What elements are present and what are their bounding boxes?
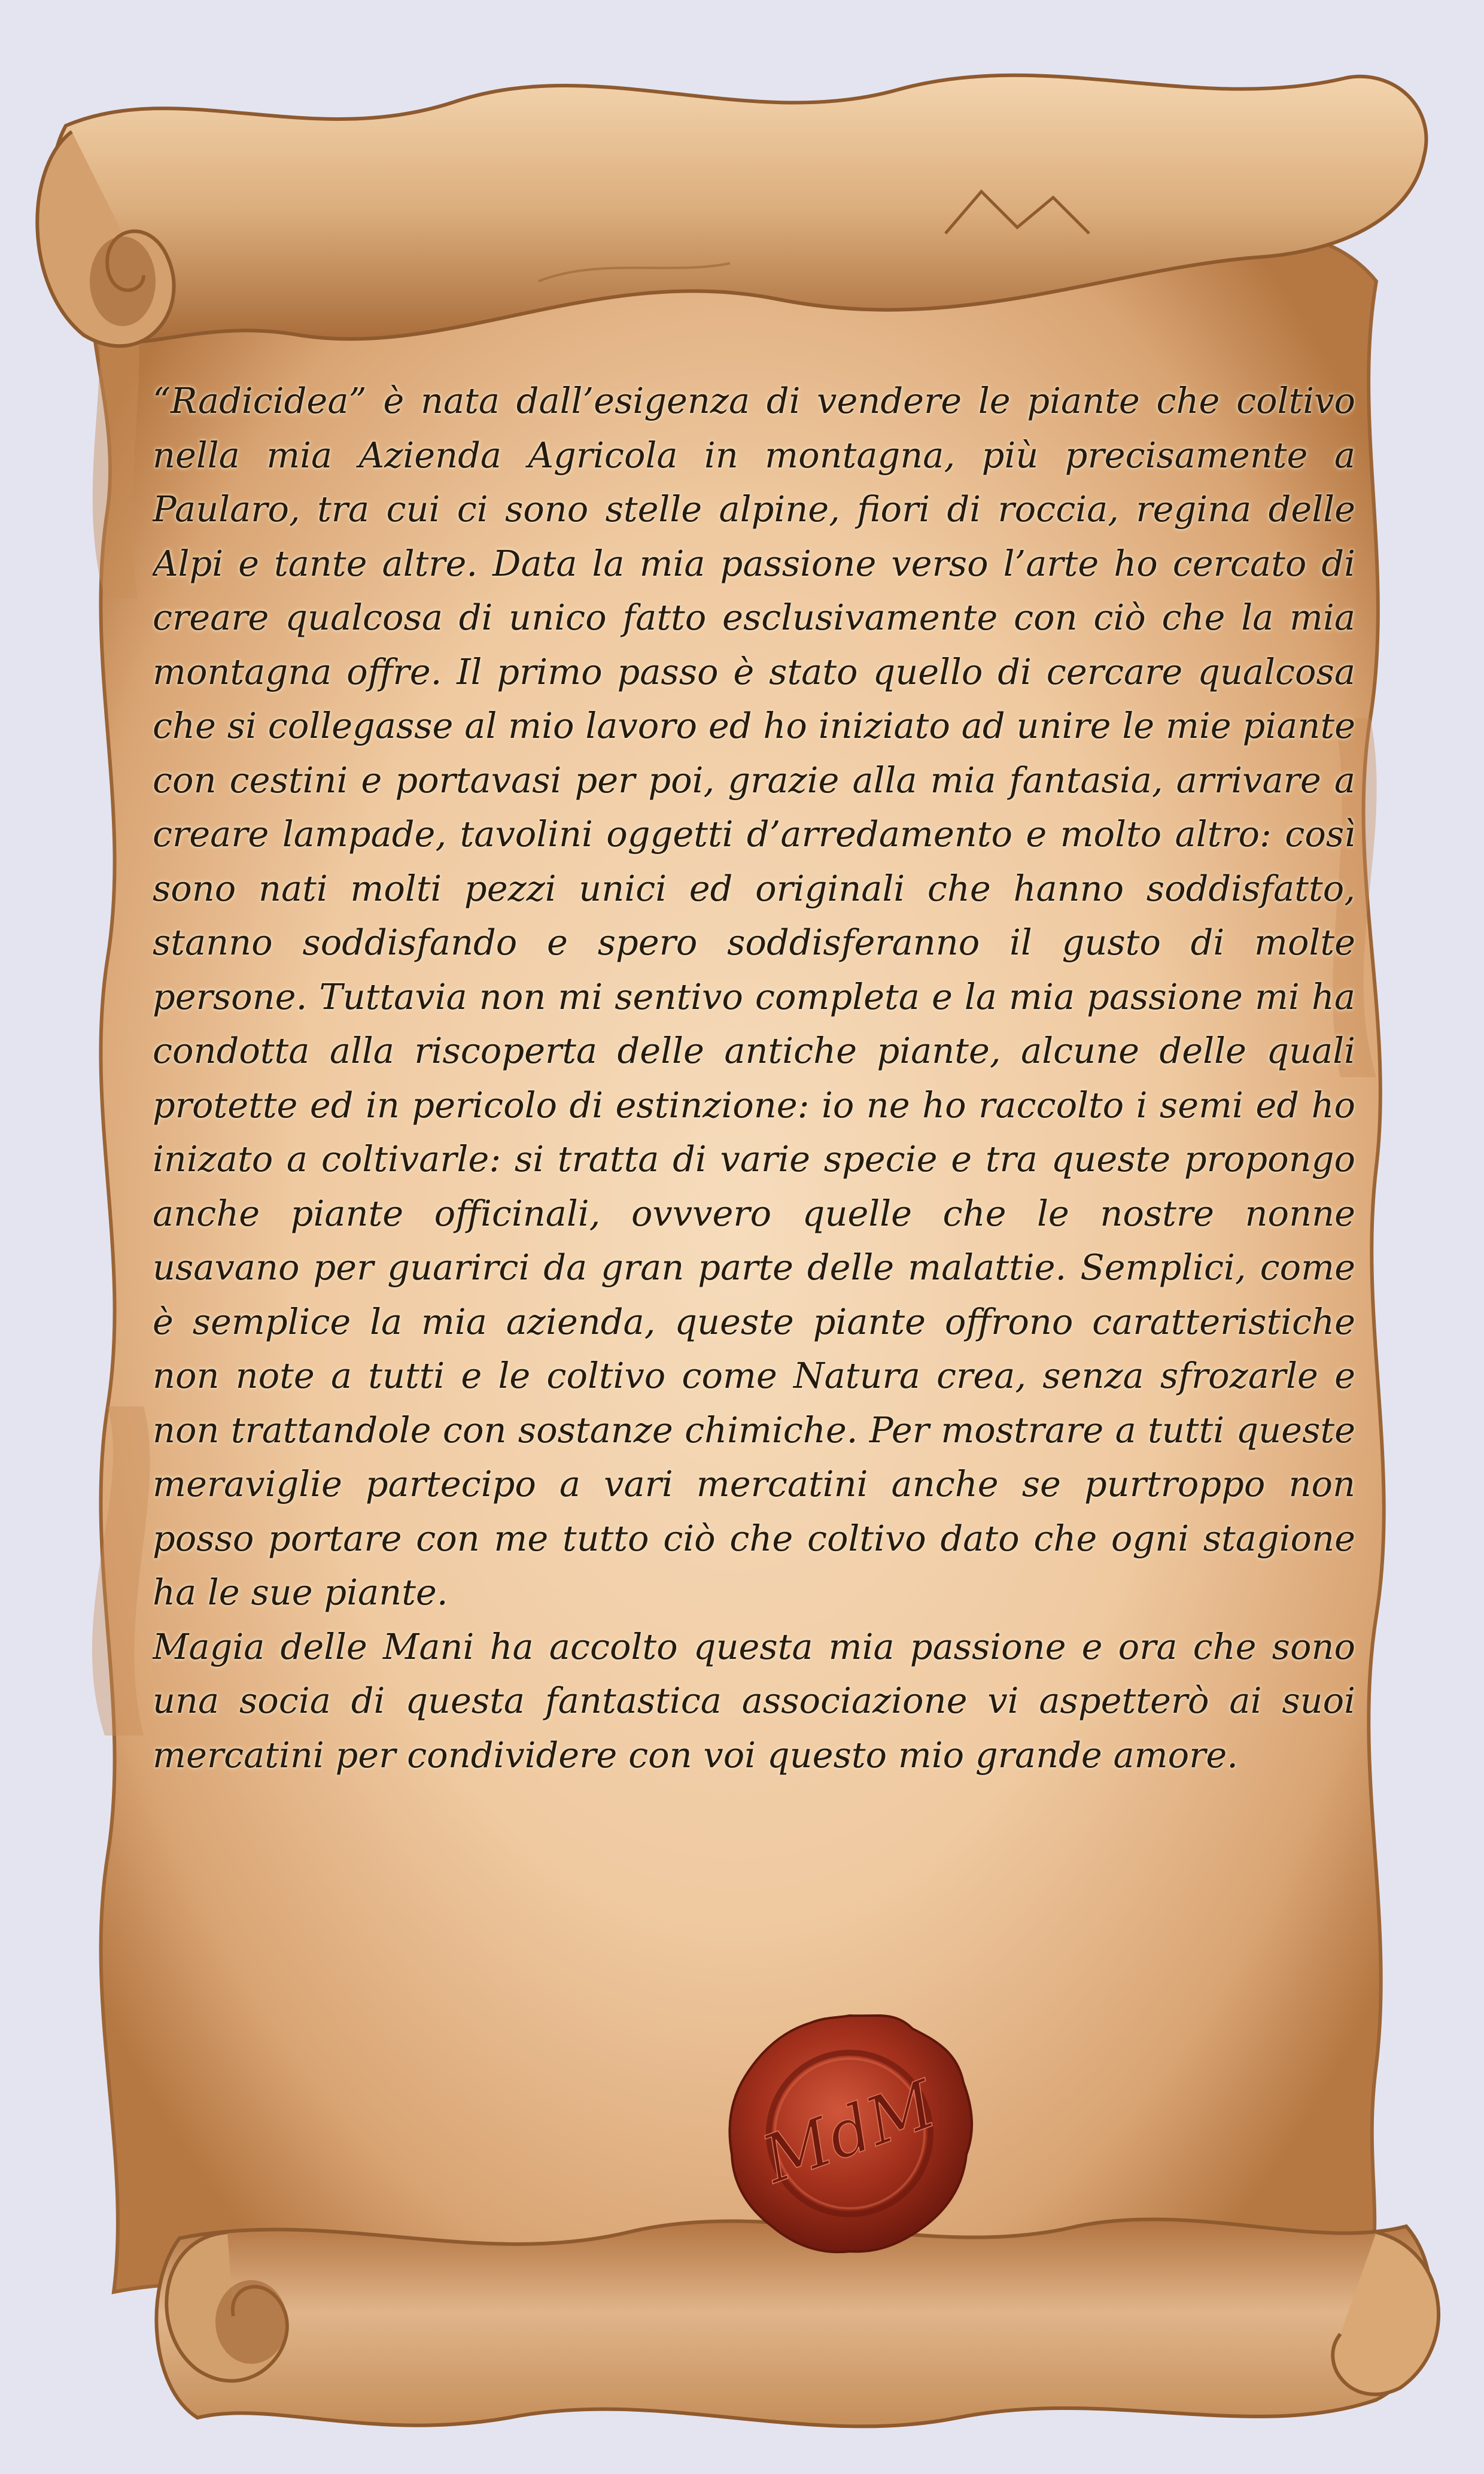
letter-paragraph-1: “Radicidea” è nata dall’esigenza di vendere le piante che coltivo nella mia Azienda Agricola in montagna, più precisamente a Paularo, tra cui ci sono stelle alpine, fiori di roccia, regina delle Alpi e tante altre. Data la mia passione verso l’arte ho cercato di creare qualcosa di unico fatto esclusivamente con ciò che la mia montagna offre. Il primo passo è stato quello di cercare qualcosa che si collegasse al mio lavoro ed ho iniziato ad unire le mie piante con cestini e portavasi per poi, grazie alla mia fantasia, arrivare a creare lampade, tavolini oggetti d’arredamento e molto altro: così sono nati molti pezzi unici ed originali che hanno soddisfatto, stanno soddisfando e spero soddisferanno il gusto di molte persone. Tuttavia non mi sentivo completa e la mia passione mi ha condotta alla riscoperta delle antiche piante, alcune delle quali protette ed in pericolo di estinzione: io ne ho raccolto i semi ed ho inizato a coltivarle: si tratta di varie specie e tra queste propongo anche piante officinali, ovvvero quelle che le nostre nonne usavano per guarirci da gran parte delle malattie. Semplici, come è semplice la mia azienda, queste piante offrono caratteristiche non note a tutti e le coltivo come Natura crea, senza sfrozarle e non trattandole con sostanze chimiche. Per mostrare a tutti queste meraviglie partecipo a vari mercatini anche se purtroppo non posso portare con me tutto ciò che coltivo dato che ogni stagione ha le sue piante. [153, 380, 1355, 1613]
letter-body [153, 374, 1355, 2092]
seal-monogram: MdM [753, 2065, 945, 2198]
letter-paragraph-2: Magia delle Mani ha accolto questa mia passione e ora che sono una socia di questa fantastica associazione vi aspetterò ai suoi mercatini per condividere con voi questo mio grande amore. [153, 1625, 1355, 1776]
wax-seal [721, 2005, 978, 2262]
